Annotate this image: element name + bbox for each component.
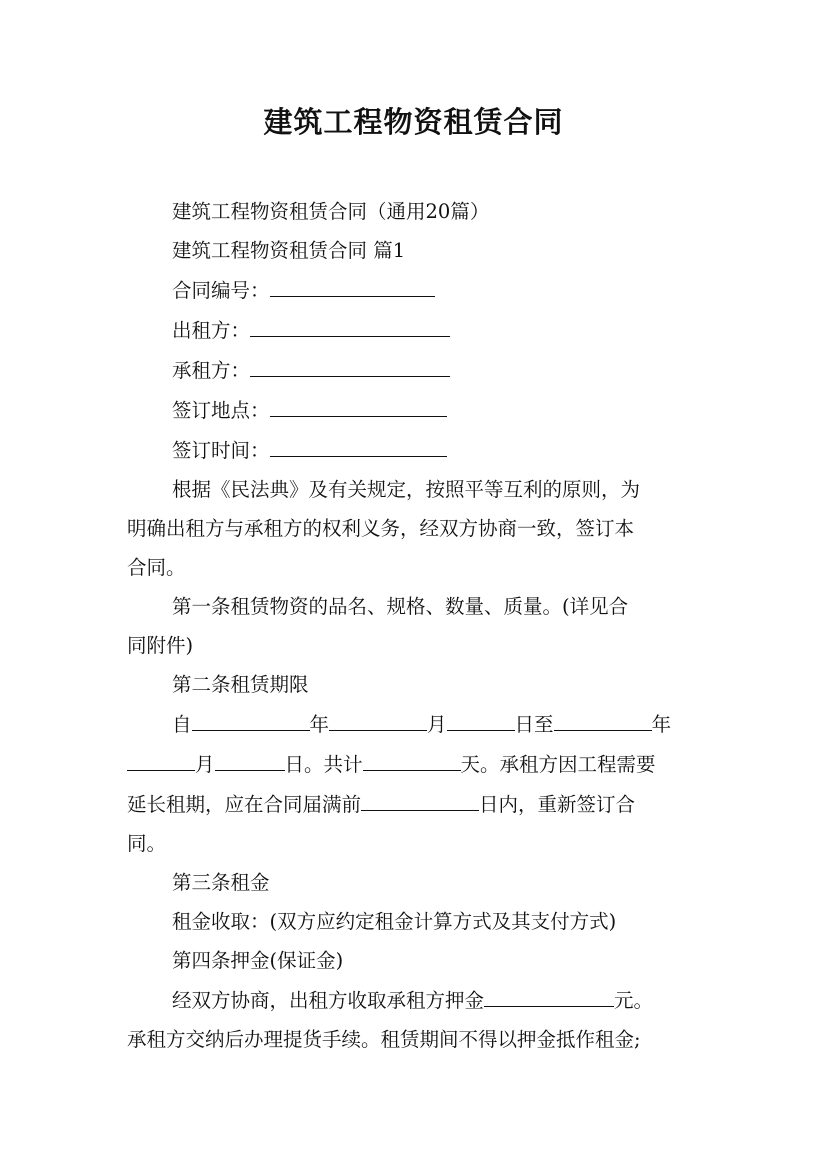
lessor-blank xyxy=(250,310,450,337)
intro-line-2: 明确出租方与承租方的权利义务，经双方协商一致，签订本 xyxy=(127,517,635,540)
month2-text: 月 xyxy=(195,753,215,776)
sign-time-label: 签订时间： xyxy=(172,439,270,462)
article-1-paragraph xyxy=(127,587,707,665)
article-3-title: 第三条租金 xyxy=(172,871,270,894)
renew-text: 日内，重新签订合 xyxy=(479,793,636,816)
article-2-line-2 xyxy=(127,744,707,784)
renewal-days-blank xyxy=(361,784,479,811)
article-3-text: 租金收取：(双方应约定租金计算方式及其支付方式) xyxy=(172,910,617,933)
extend-text: 延长租期，应在合同届满前 xyxy=(127,793,362,816)
year-text: 年 xyxy=(309,713,330,736)
article-4-line-2: 承租方交纳后办理提货手续。租赁期间不得以押金抵作租金; xyxy=(127,1028,641,1051)
sign-place-field xyxy=(127,390,707,430)
document-title: 建筑工程物资租赁合同 xyxy=(263,105,564,139)
intro-line-1: 根据《民法典》及有关规定，按照平等互利的原则，为 xyxy=(172,478,641,501)
document-body xyxy=(127,192,707,1059)
article-2-line-4: 同。 xyxy=(127,832,167,855)
article-1-line-1: 第一条租赁物资的品名、规格、数量、质量。(详见合 xyxy=(172,595,629,618)
total-days-blank xyxy=(363,744,461,771)
day2-text: 日。共计 xyxy=(284,753,363,776)
deposit-text: 经双方协商，出租方收取承租方押金 xyxy=(172,989,485,1012)
lessee-label: 承租方： xyxy=(172,359,251,382)
sign-place-blank xyxy=(270,390,447,417)
sign-time-field xyxy=(127,430,707,470)
deposit-amount-blank xyxy=(484,980,614,1007)
start-year-blank xyxy=(192,704,310,731)
article-2-title: 第二条租赁期限 xyxy=(172,673,309,696)
lessee-field xyxy=(127,350,707,390)
contract-number-blank xyxy=(270,270,435,297)
section-heading: 建筑工程物资租赁合同 篇1 xyxy=(172,239,406,262)
from-text: 自 xyxy=(172,713,192,736)
lessee-blank xyxy=(250,350,450,377)
sign-place-label: 签订地点： xyxy=(172,399,270,422)
article-4-paragraph xyxy=(127,980,707,1059)
sign-time-blank xyxy=(270,430,447,457)
end-month-blank xyxy=(127,744,195,771)
start-day-blank xyxy=(447,704,515,731)
year2-text: 年 xyxy=(651,713,672,736)
intro-paragraph xyxy=(127,470,707,587)
article-2-line-3 xyxy=(127,784,707,824)
lessor-field xyxy=(127,310,707,350)
article-4-title: 第四条押金(保证金) xyxy=(172,949,344,972)
article-2-paragraph xyxy=(127,704,707,863)
intro-line-3: 合同。 xyxy=(127,556,186,579)
day-to-text: 日至 xyxy=(514,713,554,736)
article-1-line-2: 同附件) xyxy=(127,634,194,657)
contract-number-field xyxy=(127,270,707,310)
start-month-blank xyxy=(329,704,427,731)
month-text: 月 xyxy=(427,713,447,736)
yuan-text: 元。 xyxy=(614,989,654,1012)
contract-number-label: 合同编号： xyxy=(172,279,270,302)
article-2-line-1 xyxy=(127,704,707,744)
lessor-label: 出租方： xyxy=(172,319,251,342)
end-day-blank xyxy=(215,744,285,771)
end-year-blank xyxy=(554,704,652,731)
days-text: 天。承租方因工程需要 xyxy=(460,753,656,776)
article-4-line-1 xyxy=(127,980,707,1020)
document-subtitle: 建筑工程物资租赁合同（通用20篇） xyxy=(172,200,490,223)
